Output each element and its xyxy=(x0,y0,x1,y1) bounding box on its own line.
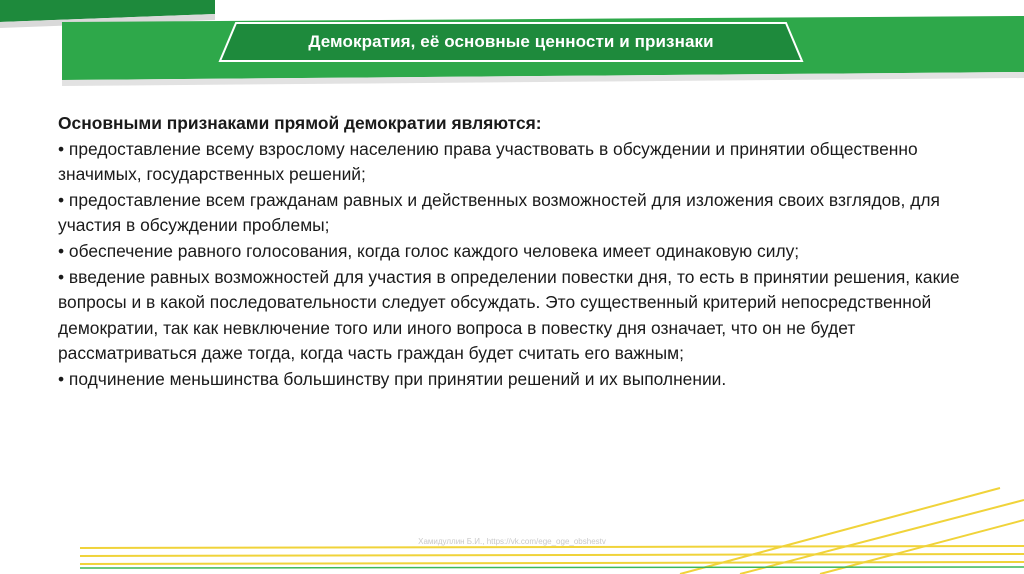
title-banner xyxy=(218,22,804,62)
gold-line xyxy=(80,546,1024,548)
footer-decoration xyxy=(0,470,1024,574)
bullet-item: • введение равных возможностей для участия в определении повестки дня, то есть в принятии решения, какие вопросы и в какой последовательности следует обсуждать. Это существенный критерий непосредственной демократии, так как невключение того или иного вопроса в повестку дня означает, что он не будет рассматриваться даже тогда, когда часть граждан будет считать его важным; xyxy=(58,266,960,364)
body-heading: Основными признаками прямой демократии являются: xyxy=(58,113,542,133)
gold-line xyxy=(680,488,1000,574)
bullet-item: • обеспечение равного голосования, когда голос каждого человека имеет одинаковую силу; xyxy=(58,240,800,261)
gold-line xyxy=(80,554,1024,556)
bullet-item: • предоставление всему взрослому населению права участвовать в обсуждении и принятии общественно значимых, государственных решений; xyxy=(58,138,918,185)
slide-body xyxy=(58,111,988,393)
footer-credit: Хамидуллин Б.И., https://vk.com/ege_oge_obshestv xyxy=(418,537,606,546)
bullet-item: • подчинение меньшинства большинству при принятии решений и их выполнении. xyxy=(58,368,727,389)
green-line xyxy=(80,567,1024,568)
bullet-item: • предоставление всем гражданам равных и действенных возможностей для изложения своих взглядов, для участия в обсуждении проблемы; xyxy=(58,189,940,236)
page-title: Демократия, её основные ценности и признаки xyxy=(308,32,714,51)
gold-line xyxy=(80,562,1024,564)
